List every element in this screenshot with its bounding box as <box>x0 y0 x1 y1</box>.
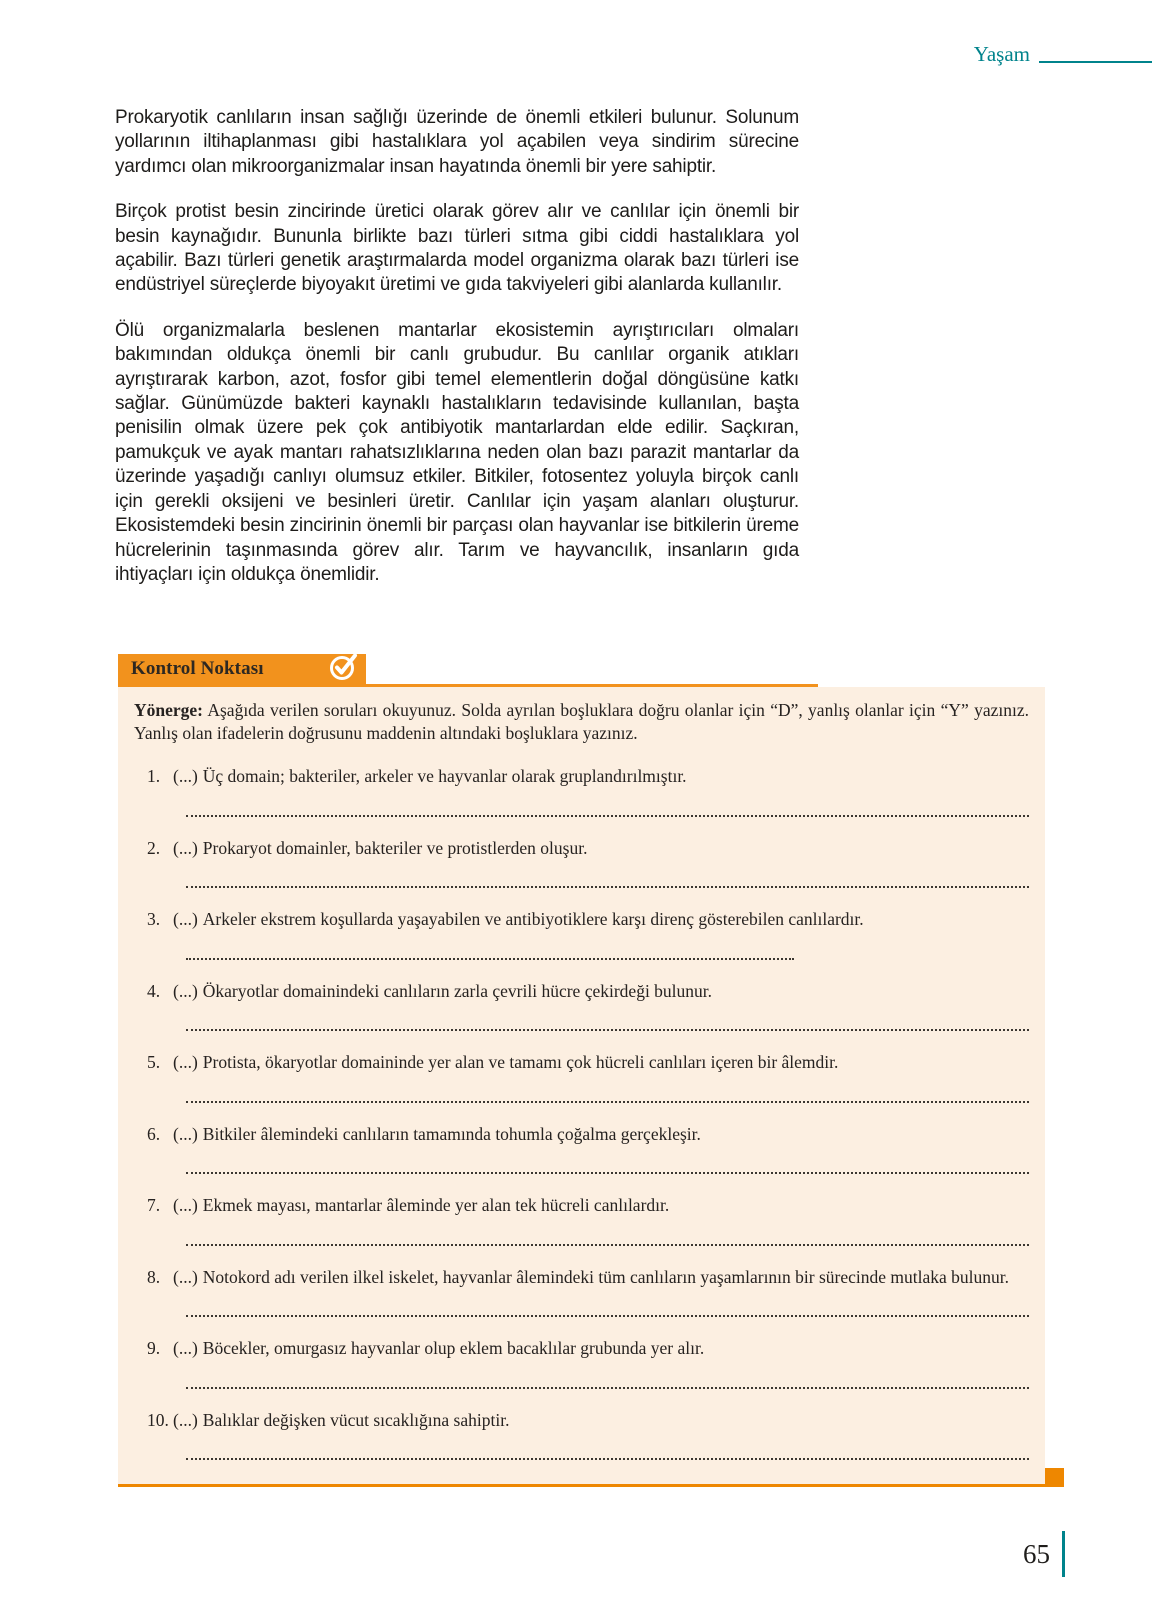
question-blank: (...) <box>173 766 198 786</box>
answer-line <box>186 1458 1029 1460</box>
kontrol-noktasi-section <box>118 654 1045 1487</box>
question-blank: (...) <box>173 1266 198 1287</box>
question-text: Balıklar değişken vücut sıcaklığına sahiptir. <box>202 1409 510 1430</box>
answer-line <box>186 1387 1029 1389</box>
instruction-label: Yönerge: <box>134 700 204 720</box>
page-number-rule <box>1062 1531 1065 1577</box>
kontrol-tab <box>118 654 366 684</box>
question-number: 9. <box>147 1338 161 1358</box>
question-item <box>134 837 1029 889</box>
question-text: Ekmek mayası, mantarlar âleminde yer alan tek hücreli canlılardır. <box>202 1195 670 1215</box>
body-paragraph: Prokaryotik canlıların insan sağlığı üzerinde de önemli etkileri bulunur. Solunum yollarının iltihaplanması gibi hastalıklara yol açabilen veya sindirim sürecine yardımcı olan mikroorganizmalar insan hayatında önemli bir yere sahiptir. <box>115 107 799 177</box>
header-rule <box>1039 61 1152 63</box>
question-number: 8. <box>147 1266 161 1287</box>
question-blank: (...) <box>173 1123 198 1144</box>
body-text <box>115 106 799 608</box>
question-text: Notokord adı verilen ilkel iskelet, hayvanlar âlemindeki tüm canlıların yaşamlarının bir sürecinde mutlaka bulunur. <box>202 1266 1010 1287</box>
answer-line <box>186 1172 1029 1174</box>
body-paragraph: Birçok protist besin zincirinde üretici olarak görev alır ve canlılar için önemli bir besin kaynağıdır. Bununla birlikte bazı türleri sıtma gibi ciddi hastalıklara yol açabilir. Bazı türleri genetik araştırmalarda model organizma olarak bazı türleri ise endüstriyel süreçlerde biyoyakıt üretimi ve gıda takviyeleri gibi alanlarda kullanılır. <box>115 201 799 296</box>
answer-line <box>186 815 1029 817</box>
question-number: 3. <box>147 909 161 929</box>
question-text: Arkeler ekstrem koşullarda yaşayabilen ve antibiyotiklere karşı direnç gösterebilen canlılardır. <box>202 909 864 929</box>
kontrol-title: Kontrol Noktası <box>131 658 264 679</box>
question-blank: (...) <box>173 1195 198 1215</box>
answer-line <box>186 1029 1029 1031</box>
question-blank: (...) <box>173 1052 198 1072</box>
question-item <box>134 1409 1029 1461</box>
instruction-text: Aşağıda verilen soruları okuyunuz. Solda ayrılan boşluklara doğru olanlar için “D”, yanlış olanlar için “Y” yazınız. Yanlış olan ifadelerin doğrusunu maddenin altındaki boşluklara yazınız. <box>134 700 1029 743</box>
question-blank: (...) <box>173 1409 198 1430</box>
question-number: 10. <box>147 1409 169 1430</box>
answer-line <box>186 886 1029 888</box>
question-item <box>134 1194 1029 1246</box>
question-text: Protista, ökaryotlar domaininde yer alan ve tamamı çok hücreli canlıları içeren bir âlemdir. <box>202 1052 839 1072</box>
question-text: Üç domain; bakteriler, arkeler ve hayvanlar olarak gruplandırılmıştır. <box>202 766 687 786</box>
question-blank: (...) <box>173 837 198 858</box>
question-text: Ökaryotlar domainindeki canlıların zarla çevrili hücre çekirdeği bulunur. <box>202 980 713 1001</box>
question-text: Bitkiler âlemindeki canlıların tamamında tohumla çoğalma gerçekleşir. <box>202 1123 701 1144</box>
question-blank: (...) <box>173 909 198 929</box>
page-footer <box>1023 1531 1065 1577</box>
instruction <box>134 699 1029 745</box>
question-item <box>134 1051 1029 1103</box>
question-number: 1. <box>147 766 161 786</box>
question-item <box>134 1123 1029 1175</box>
section-label: Yaşam <box>973 42 1030 66</box>
question-number: 4. <box>147 980 161 1001</box>
body-paragraph: Ölü organizmalarla beslenen mantarlar ekosistemin ayrıştırıcıları olmaları bakımından oldukça önemli bir canlı grubudur. Bu canlılar organik atıkları ayrıştırarak karbon, azot, fosfor gibi temel elementlerin doğal döngüsüne katkı sağlar. Günümüzde bakteri kaynaklı hastalıkların tedavisinde kullanılan, başta penisilin olmak üzere pek çok antibiyotik mantarlardan elde edilir. Saçkıran, pamukçuk ve ayak mantarı rahatsızlıklarına neden olan bazı parazit mantarlar da üzerinde yaşadığı canlıyı olumsuz etkiler. Bitkiler, fotosentez yoluyla birçok canlı için gerekli oksijeni ve besinleri üretir. Canlılar için yaşam alanları oluşturur. Ekosistemdeki besin zincirinin önemli bir parçası olan hayvanlar ise bitkilerin üreme hücrelerinin taşınmasında görev alır. Tarım ve hayvancılık, insanların gıda ihtiyaçları için oldukça önemlidir. <box>115 319 799 585</box>
answer-line <box>186 1315 1029 1317</box>
answer-line <box>186 1101 1029 1103</box>
answer-line <box>186 1244 1029 1246</box>
question-blank: (...) <box>173 980 198 1001</box>
question-item <box>134 1266 1029 1318</box>
question-blank: (...) <box>173 1338 198 1358</box>
question-item <box>134 765 1029 817</box>
question-item <box>134 980 1029 1032</box>
question-number: 7. <box>147 1195 161 1215</box>
page-number: 65 <box>1023 1538 1050 1569</box>
panel-corner-square <box>1045 1468 1064 1487</box>
question-text: Böcekler, omurgasız hayvanlar olup eklem bacaklılar grubunda yer alır. <box>202 1338 705 1358</box>
question-item <box>134 1337 1029 1389</box>
check-circle-icon <box>327 649 357 679</box>
answer-line <box>186 958 794 960</box>
question-text: Prokaryot domainler, bakteriler ve protistlerden oluşur. <box>202 837 588 858</box>
question-item <box>134 908 1029 960</box>
question-number: 5. <box>147 1052 161 1072</box>
question-number: 6. <box>147 1123 161 1144</box>
question-number: 2. <box>147 837 161 858</box>
page-header <box>974 42 1152 67</box>
kontrol-panel <box>118 687 1045 1487</box>
